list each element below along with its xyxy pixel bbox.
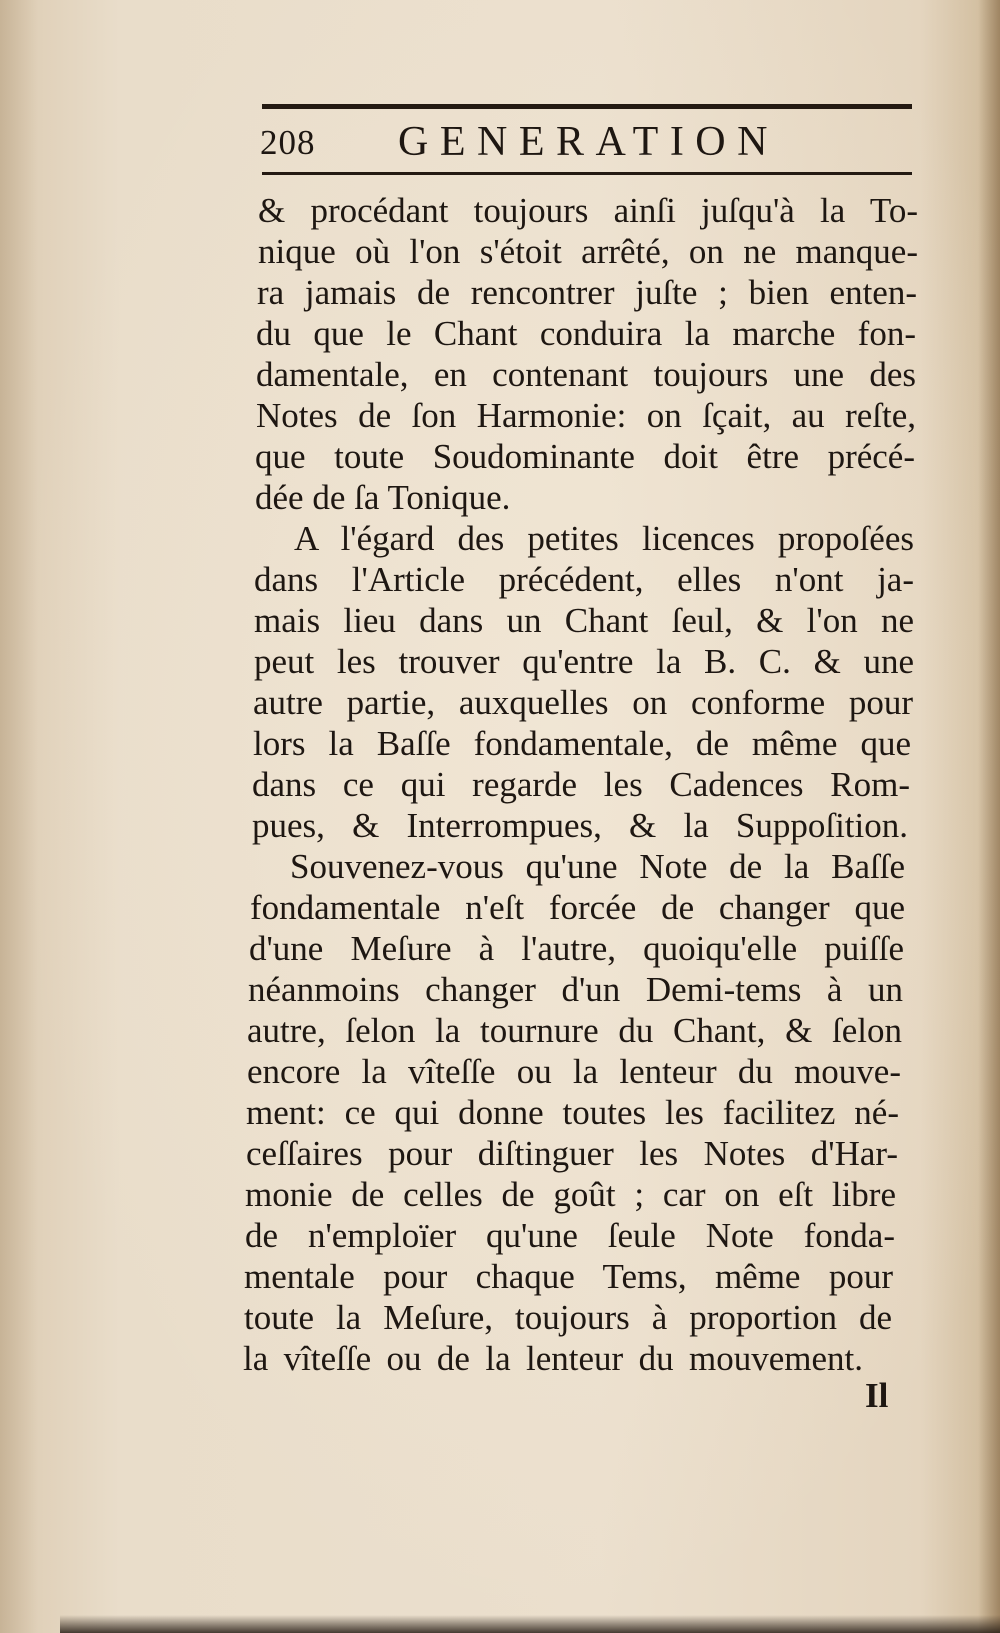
catchword: Il bbox=[865, 1376, 889, 1415]
text-line: fondamentale n'eſt forcée de changer que bbox=[250, 888, 905, 927]
text-line: ra jamais de rencontrer juſte ; bien enten- bbox=[257, 273, 917, 312]
text-line: lors la Baſſe fondamentale, de même que bbox=[253, 724, 911, 763]
text-line: ment: ce qui donne toutes les facilitez né- bbox=[246, 1093, 899, 1132]
text-line: encore la vîteſſe ou la lenteur du mouve- bbox=[247, 1052, 901, 1091]
text-line: dans ce qui regarde les Cadences Rom- bbox=[252, 765, 910, 804]
text-line: d'une Meſure à l'autre, quoiqu'elle puiſſe bbox=[249, 929, 904, 968]
text-line: mentale pour chaque Tems, même pour bbox=[244, 1257, 893, 1296]
text-line: dée de ſa Tonique. bbox=[255, 478, 511, 517]
text-line: peut les trouver qu'entre la B. C. & une bbox=[254, 642, 914, 681]
text-line: pues, & Interrompues, & la Suppoſition. bbox=[252, 806, 908, 845]
text-line: toute la Meſure, toujours à proportion de bbox=[244, 1298, 892, 1337]
text-line: de n'emploïer qu'une ſeule Note fonda- bbox=[245, 1216, 895, 1255]
text-line: A l'égard des petites licences propoſées bbox=[294, 519, 914, 558]
text-line: ceſſaires pour diſtinguer les Notes d'Har- bbox=[246, 1134, 898, 1173]
text-line: nique où l'on s'étoit arrêté, on ne manque- bbox=[258, 232, 918, 271]
text-line: dans l'Article précédent, elles n'ont ja- bbox=[254, 560, 914, 599]
text-line: la vîteſſe ou de la lenteur du mouvement. bbox=[243, 1339, 863, 1378]
text-line: néanmoins changer d'un Demi-tems à un bbox=[248, 970, 903, 1009]
text-line: autre partie, auxquelles on conforme pour bbox=[253, 683, 913, 722]
text-line: que toute Soudominante doit être précé- bbox=[255, 437, 915, 476]
text-line: Notes de ſon Harmonie: on ſçait, au reſte, bbox=[256, 396, 916, 435]
running-head: GENERATION bbox=[398, 119, 779, 165]
text-line: damentale, en contenant toujours une des bbox=[256, 355, 916, 394]
page-number: 208 bbox=[260, 123, 316, 162]
text-line: autre, ſelon la tournure du Chant, & ſelon bbox=[247, 1011, 902, 1050]
text-line: du que le Chant conduira la marche fon- bbox=[256, 314, 916, 353]
text-line: mais lieu dans un Chant ſeul, & l'on ne bbox=[254, 601, 914, 640]
text-line: Souvenez-vous qu'une Note de la Baſſe bbox=[290, 847, 905, 886]
text-line: & procédant toujours ainſi juſqu'à la To- bbox=[258, 191, 918, 230]
text-line: monie de celles de goût ; car on eſt libre bbox=[245, 1175, 896, 1214]
